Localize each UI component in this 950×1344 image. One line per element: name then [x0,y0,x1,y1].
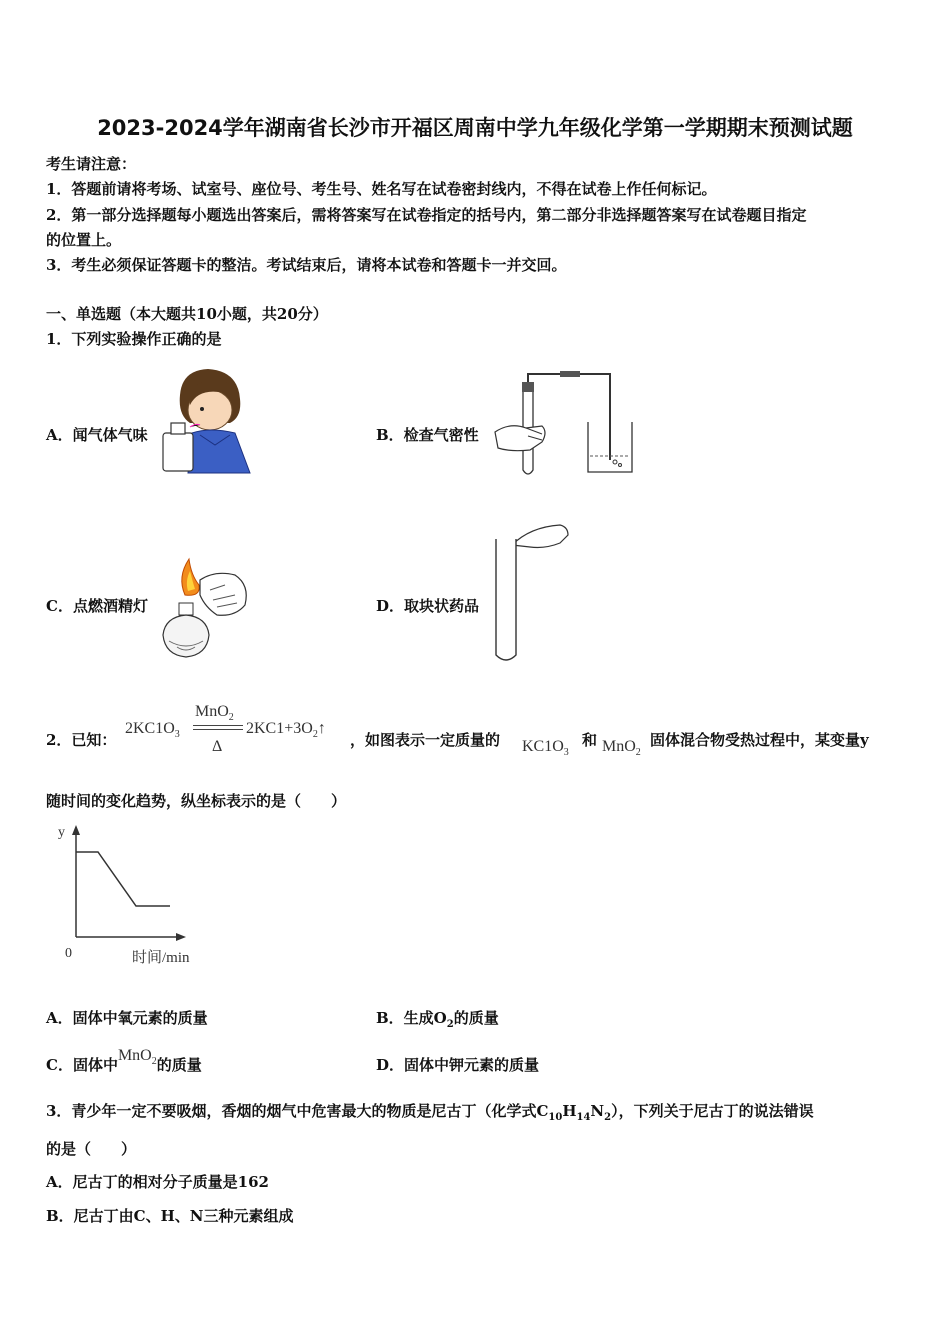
q1-option-d: D．取块状药品 [376,597,480,615]
q2-kclo3: $KC1O_3$ [522,738,569,759]
q2-option-d: D．固体中钾元素的质量 [376,1056,540,1074]
q2-tail-text: 固体混合物受热过程中，某变量y [650,731,869,749]
q2-equation-bar [193,725,243,726]
notice-item-2: 2．第一部分选择题每小题选出答案后，需将答案写在试卷指定的括号内，第二部分非选择题答案写在试卷题目指定 [46,206,807,224]
notice-item-3: 3．考生必须保证答题卡的整洁。考试结束后，请将本试卷和答题卡一并交回。 [46,256,567,274]
q2-and: 和 [582,731,598,749]
ignite-alcohol-lamp-illustration [155,555,255,665]
page-title: 2023-2024学年湖南省长沙市开福区周南中学九年级化学第一学期期末预测试题 [97,116,853,140]
q2-equation-bar-2 [193,729,243,730]
q2-prefix: 2．已知： [46,731,117,749]
q3-option-b: B．尼古丁由C、H、N三种元素组成 [46,1207,294,1225]
q2-mno2: MnO$_2$ [602,738,641,759]
q2-stem-line2: 随时间的变化趋势，纵坐标表示的是（ ） [46,792,347,810]
q2-equation-condition: Δ [212,738,223,755]
q2-option-c: C．固体中MnO$_2$的质量 [46,1047,202,1074]
notice-heading: 考生请注意： [46,155,137,173]
q2-mid-text: ，如图表示一定质量的 [350,731,501,749]
q2-equation-right: $2KC1+3O_2↑$ [246,720,326,741]
smell-gas-illustration [160,365,255,475]
q2-graph-origin: 0 [65,946,72,961]
q2-graph-y-label: y [58,825,65,840]
q3-option-a: A．尼古丁的相对分子质量是162 [46,1173,269,1191]
airtightness-check-illustration [490,370,640,480]
q2-equation-catalyst: MnO$_2$ [195,703,234,724]
q1-stem: 1．下列实验操作正确的是 [46,330,222,348]
q3-stem-line2: 的是（ ） [46,1140,137,1158]
q2-option-a: A．固体中氧元素的质量 [46,1009,208,1027]
q2-equation-left: $2KC1O_3$ [125,720,180,741]
q1-option-a: A．闻气体气味 [46,426,148,444]
notice-item-2-cont: 的位置上。 [46,231,122,249]
section-heading: 一、单选题（本大题共10小题，共20分） [46,305,328,323]
q1-option-c: C．点燃酒精灯 [46,597,148,615]
q2-graph-x-label: 时间/min [132,950,190,966]
q1-option-b: B．检查气密性 [376,426,479,444]
take-solid-reagent-illustration [490,515,570,665]
notice-item-1: 1．答题前请将考场、试室号、座位号、考生号、姓名写在试卷密封线内，不得在试卷上作任何标记。 [46,180,717,198]
q3-stem: 3．青少年一定不要吸烟，香烟的烟气中危害最大的物质是尼古丁（化学式$C_{10}H_{14}N_2$），下列关于尼古丁的说法错误 [46,1102,814,1123]
q2-option-b: B．生成$O_2$的质量 [376,1009,499,1030]
